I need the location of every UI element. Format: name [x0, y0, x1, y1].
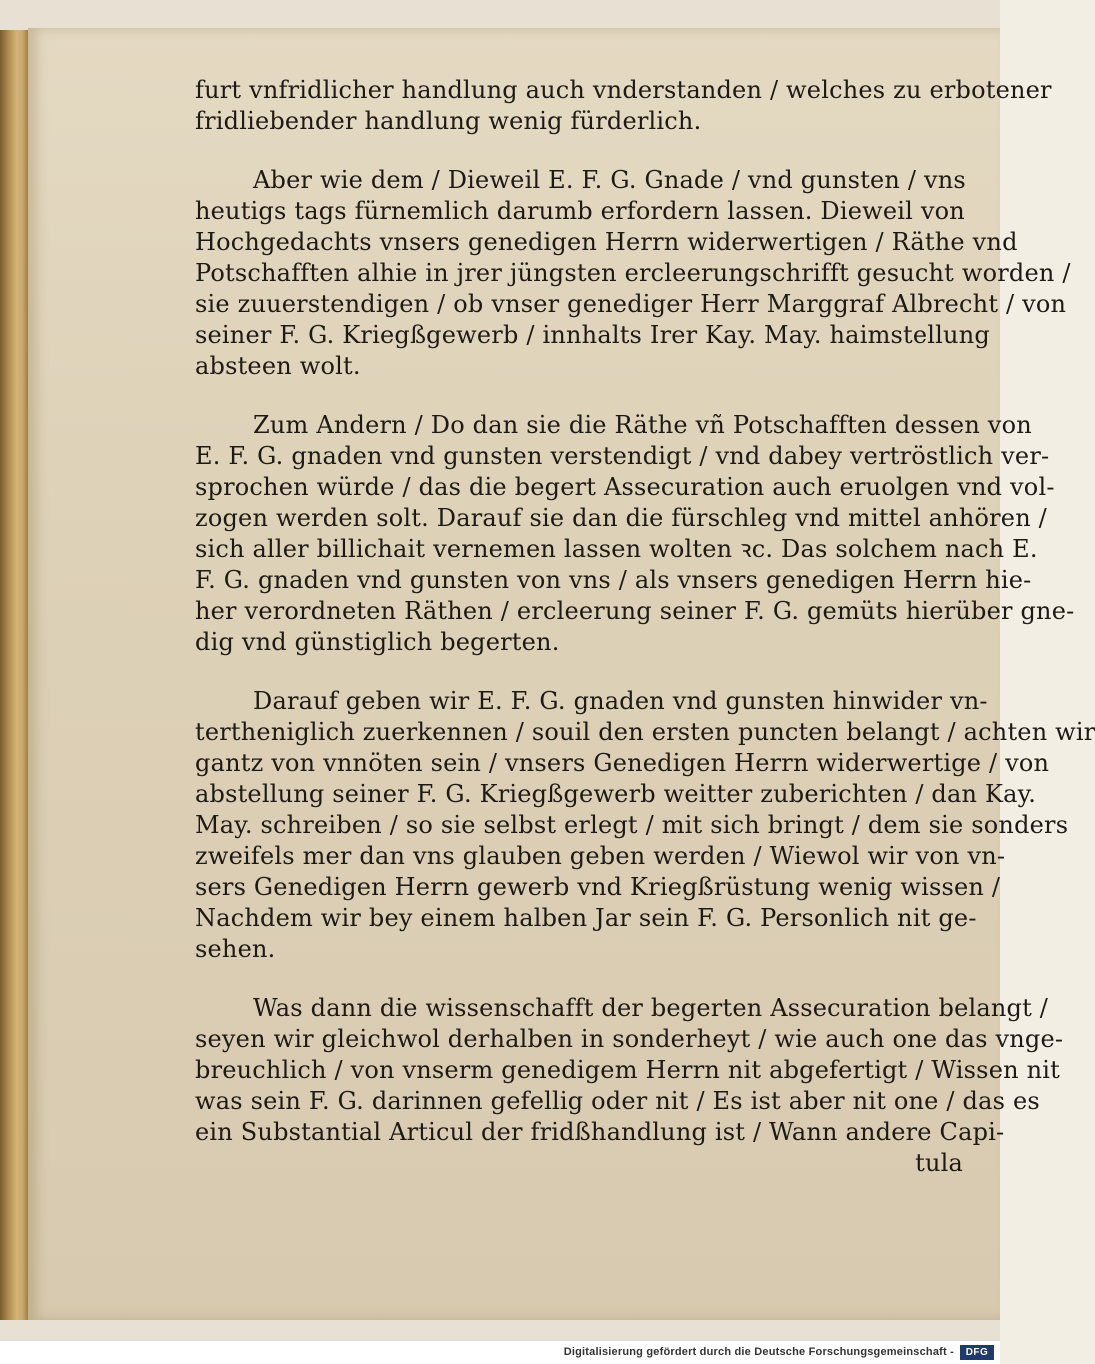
paragraph-2: [195, 165, 1071, 382]
text-line: sprochen würde / das die begert Assecuration auch eruolgen vnd vol-: [195, 473, 1055, 501]
text-line: was sein F. G. darinnen gefellig oder nit / Es ist aber nit one / das es: [195, 1087, 1040, 1115]
text-line: Potschafften alhie in jrer jüngsten ercleerungschrifft gesucht worden /: [195, 259, 1071, 287]
page-text: [195, 75, 1095, 1179]
text-line: F. G. gnaden vnd gunsten von vns / als vnsers genedigen Herrn hie-: [195, 566, 1032, 594]
paragraph-5: [195, 993, 1064, 1148]
funding-notice: Digitalisierung gefördert durch die Deutsche Forschungsgemeinschaft -: [563, 1346, 954, 1358]
text-line: tertheniglich zuerkennen / souil den ersten puncten belangt / achten wir: [195, 718, 1095, 746]
text-line: sich aller billichait vernemen lassen wolten ꝛc. Das solchem nach E.: [195, 535, 1038, 563]
text-line: sie zuuerstendigen / ob vnser genediger Herr Marggraf Albrecht / von: [195, 290, 1067, 318]
text-line: seyen wir gleichwol derhalben in sonderheyt / wie auch one das vnge-: [195, 1025, 1064, 1053]
text-line: Darauf geben wir E. F. G. gnaden vnd gunsten hinwider vn-: [253, 687, 988, 715]
book-binding-edge: [0, 30, 28, 1320]
text-line: Hochgedachts vnsers genedigen Herrn widerwertigen / Räthe vnd: [195, 228, 1018, 256]
text-line: her verordneten Räthen / ercleerung seiner F. G. gemüts hierüber gne-: [195, 597, 1075, 625]
dfg-logo: DFG: [960, 1345, 994, 1360]
catchword: tula: [915, 1149, 963, 1177]
text-line: sers Genedigen Herrn gewerb vnd Kriegßrüstung wenig wissen /: [195, 873, 1001, 901]
text-line: seiner F. G. Kriegßgewerb / innhalts Irer Kay. May. haimstellung: [195, 321, 990, 349]
digitization-footer: [0, 1340, 1000, 1364]
text-line: E. F. G. gnaden vnd gunsten verstendigt / vnd dabey vertröstlich ver-: [195, 442, 1050, 470]
text-line: May. schreiben / so sie selbst erlegt / mit sich bringt / dem sie sonders: [195, 811, 1069, 839]
text-line: gantz von vnnöten sein / vnsers Genedigen Herrn widerwertige / von: [195, 749, 1050, 777]
text-line: zweifels mer dan vns glauben geben werden / Wiewol wir von vn-: [195, 842, 1006, 870]
text-line: Was dann die wissenschafft der begerten Assecuration belangt /: [253, 994, 1049, 1022]
paragraph-1: [195, 75, 1052, 137]
paragraph-3: [195, 410, 1075, 658]
text-line: breuchlich / von vnserm genedigem Herrn nit abgefertigt / Wissen nit: [195, 1056, 1060, 1084]
text-line: abstellung seiner F. G. Kriegßgewerb weitter zuberichten / dan Kay.: [195, 780, 1037, 808]
text-line: Nachdem wir bey einem halben Jar sein F. G. Personlich nit ge-: [195, 904, 977, 932]
text-line: dig vnd günstiglich begerten.: [195, 628, 560, 656]
text-line: heutigs tags fürnemlich darumb erfordern lassen. Dieweil von: [195, 197, 965, 225]
text-line: fridliebender handlung wenig fürderlich.: [195, 107, 702, 135]
text-line: Aber wie dem / Dieweil E. F. G. Gnade / vnd gunsten / vns: [253, 166, 966, 194]
text-line: furt vnfridlicher handlung auch vnderstanden / welches zu erbotener: [195, 76, 1052, 104]
text-line: absteen wolt.: [195, 352, 361, 380]
text-line: Zum Andern / Do dan sie die Räthe vñ Potschafften dessen von: [253, 411, 1032, 439]
paragraph-4: [195, 686, 1095, 965]
text-line: sehen.: [195, 935, 276, 963]
text-line: ein Substantial Articul der fridßhandlung ist / Wann andere Capi-: [195, 1118, 1005, 1146]
text-line: zogen werden solt. Darauf sie dan die fürschleg vnd mittel anhören /: [195, 504, 1047, 532]
